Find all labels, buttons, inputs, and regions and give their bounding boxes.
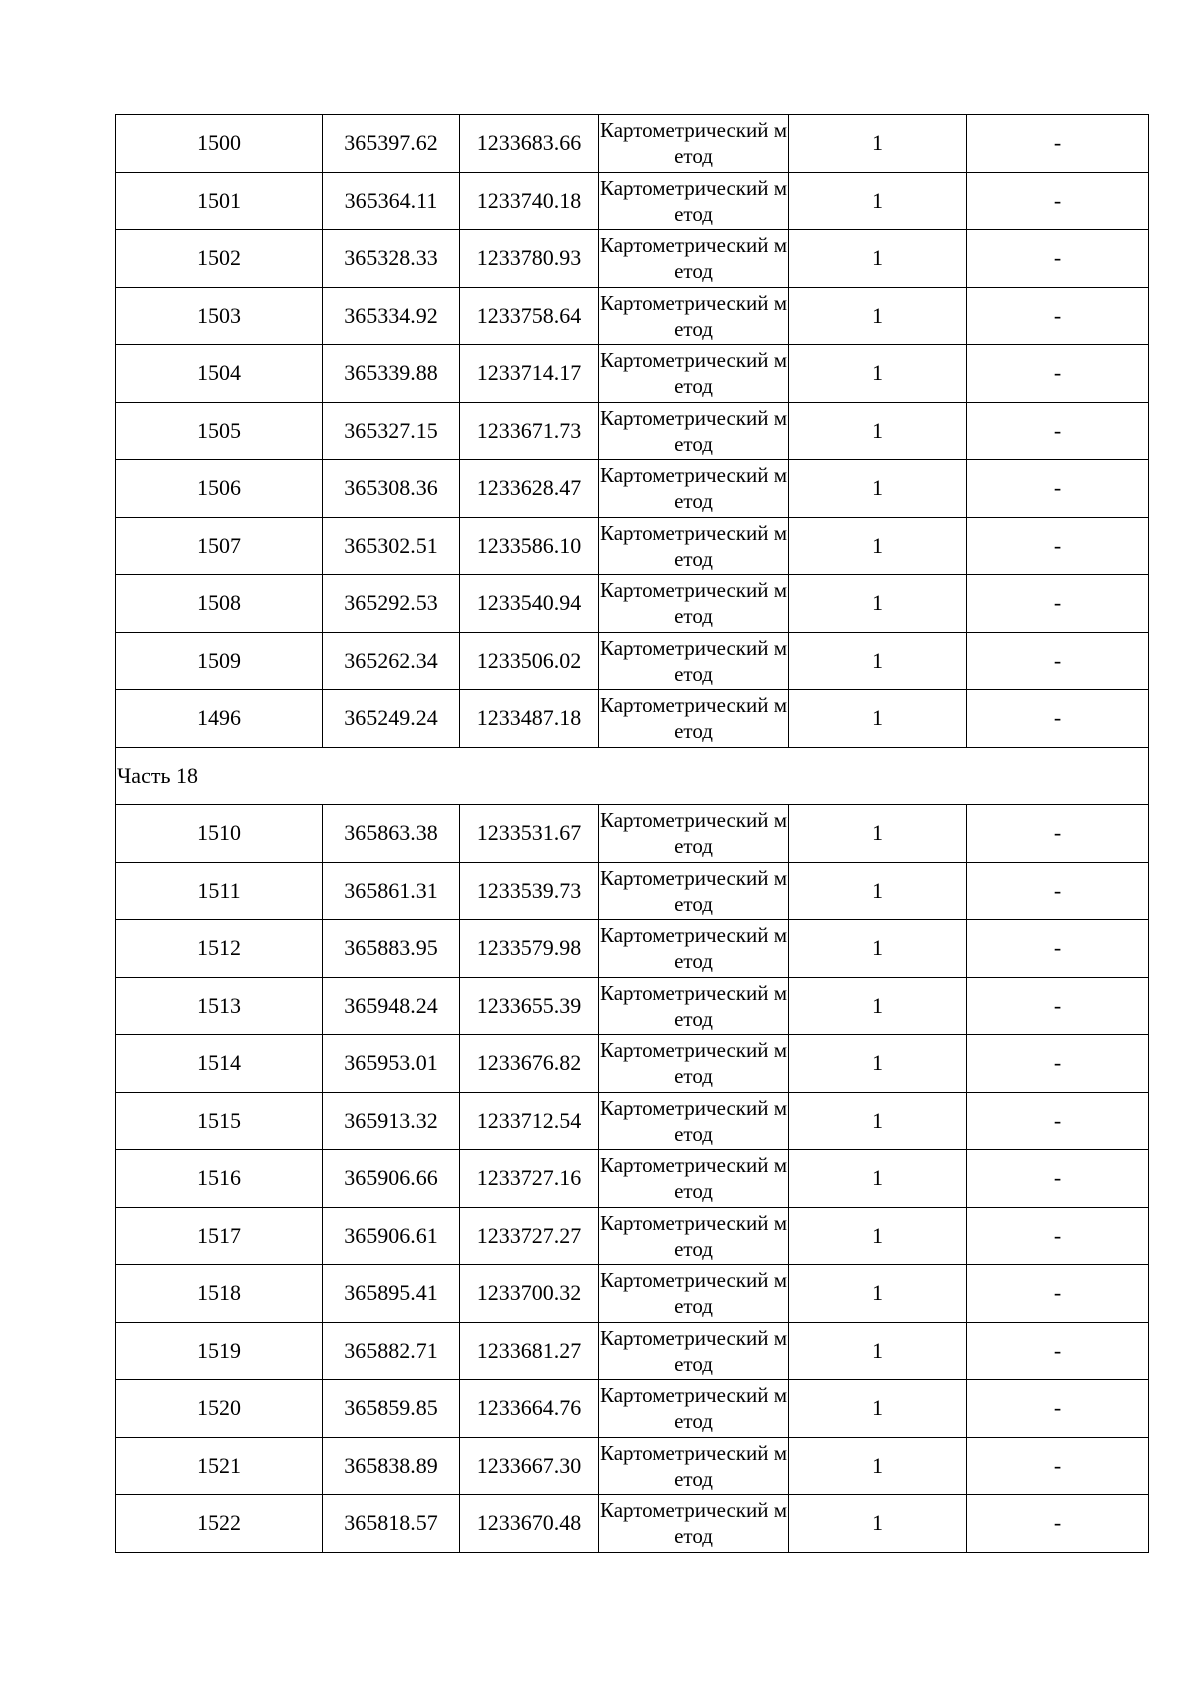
x-coordinate-cell: 365953.01 — [323, 1035, 460, 1093]
note-cell: - — [967, 230, 1149, 288]
method-cell — [599, 172, 789, 230]
accuracy-cell: 1 — [789, 1322, 967, 1380]
method-text: Картометрический метод — [599, 578, 787, 629]
accuracy-cell: 1 — [789, 805, 967, 863]
point-number-cell: 1502 — [116, 230, 323, 288]
x-coordinate-cell: 365327.15 — [323, 402, 460, 460]
x-coordinate-cell: 365906.66 — [323, 1150, 460, 1208]
method-cell — [599, 1092, 789, 1150]
accuracy-cell: 1 — [789, 402, 967, 460]
method-cell — [599, 1207, 789, 1265]
method-text: Картометрический метод — [599, 463, 787, 514]
method-text: Картометрический метод — [599, 175, 787, 226]
point-number-cell: 1504 — [116, 345, 323, 403]
table-row — [116, 632, 1149, 690]
accuracy-cell: 1 — [789, 517, 967, 575]
x-coordinate-cell: 365906.61 — [323, 1207, 460, 1265]
method-text: Картометрический метод — [599, 405, 787, 456]
y-coordinate-cell: 1233655.39 — [460, 977, 599, 1035]
point-number-cell: 1517 — [116, 1207, 323, 1265]
accuracy-cell: 1 — [789, 632, 967, 690]
method-cell — [599, 460, 789, 518]
table-row — [116, 1380, 1149, 1438]
accuracy-cell: 1 — [789, 862, 967, 920]
x-coordinate-cell: 365339.88 — [323, 345, 460, 403]
method-cell — [599, 690, 789, 748]
note-cell: - — [967, 115, 1149, 173]
method-cell — [599, 1380, 789, 1438]
table-row — [116, 1092, 1149, 1150]
table-row — [116, 1322, 1149, 1380]
y-coordinate-cell: 1233727.16 — [460, 1150, 599, 1208]
x-coordinate-cell: 365328.33 — [323, 230, 460, 288]
point-number-cell: 1503 — [116, 287, 323, 345]
table-row — [116, 805, 1149, 863]
x-coordinate-cell: 365882.71 — [323, 1322, 460, 1380]
y-coordinate-cell: 1233758.64 — [460, 287, 599, 345]
table-row — [116, 575, 1149, 633]
method-cell — [599, 230, 789, 288]
method-cell — [599, 1495, 789, 1553]
note-cell: - — [967, 977, 1149, 1035]
method-text: Картометрический метод — [599, 865, 787, 916]
note-cell: - — [967, 690, 1149, 748]
x-coordinate-cell: 365364.11 — [323, 172, 460, 230]
point-number-cell: 1507 — [116, 517, 323, 575]
point-number-cell: 1506 — [116, 460, 323, 518]
accuracy-cell: 1 — [789, 230, 967, 288]
table-row — [116, 460, 1149, 518]
x-coordinate-cell: 365838.89 — [323, 1437, 460, 1495]
method-cell — [599, 977, 789, 1035]
method-text: Картометрический метод — [599, 693, 787, 744]
method-cell — [599, 805, 789, 863]
method-cell — [599, 920, 789, 978]
method-text: Картометрический метод — [599, 290, 787, 341]
point-number-cell: 1513 — [116, 977, 323, 1035]
point-number-cell: 1509 — [116, 632, 323, 690]
note-cell: - — [967, 345, 1149, 403]
point-number-cell: 1520 — [116, 1380, 323, 1438]
method-text: Картометрический метод — [599, 233, 787, 284]
accuracy-cell: 1 — [789, 1265, 967, 1323]
method-text: Картометрический метод — [599, 1038, 787, 1089]
note-cell: - — [967, 1035, 1149, 1093]
y-coordinate-cell: 1233700.32 — [460, 1265, 599, 1323]
method-cell — [599, 632, 789, 690]
section-heading-row — [116, 747, 1149, 805]
method-text: Картометрический метод — [599, 635, 787, 686]
accuracy-cell: 1 — [789, 1380, 967, 1438]
note-cell: - — [967, 1265, 1149, 1323]
accuracy-cell: 1 — [789, 1092, 967, 1150]
x-coordinate-cell: 365249.24 — [323, 690, 460, 748]
point-number-cell: 1508 — [116, 575, 323, 633]
y-coordinate-cell: 1233727.27 — [460, 1207, 599, 1265]
note-cell: - — [967, 460, 1149, 518]
point-number-cell: 1510 — [116, 805, 323, 863]
method-text: Картометрический метод — [599, 348, 787, 399]
method-cell — [599, 287, 789, 345]
method-cell — [599, 517, 789, 575]
method-text: Картометрический метод — [599, 1325, 787, 1376]
table-row — [116, 977, 1149, 1035]
y-coordinate-cell: 1233506.02 — [460, 632, 599, 690]
table-row — [116, 230, 1149, 288]
method-text: Картометрический метод — [599, 980, 787, 1031]
table-row — [116, 920, 1149, 978]
point-number-cell: 1518 — [116, 1265, 323, 1323]
accuracy-cell: 1 — [789, 172, 967, 230]
table-row — [116, 1265, 1149, 1323]
point-number-cell: 1496 — [116, 690, 323, 748]
table-row — [116, 345, 1149, 403]
point-number-cell: 1500 — [116, 115, 323, 173]
method-cell — [599, 1035, 789, 1093]
y-coordinate-cell: 1233540.94 — [460, 575, 599, 633]
method-cell — [599, 1437, 789, 1495]
x-coordinate-cell: 365308.36 — [323, 460, 460, 518]
y-coordinate-cell: 1233487.18 — [460, 690, 599, 748]
note-cell: - — [967, 1207, 1149, 1265]
method-cell — [599, 402, 789, 460]
note-cell: - — [967, 517, 1149, 575]
accuracy-cell: 1 — [789, 1150, 967, 1208]
table-row — [116, 1437, 1149, 1495]
method-cell — [599, 115, 789, 173]
y-coordinate-cell: 1233676.82 — [460, 1035, 599, 1093]
x-coordinate-cell: 365334.92 — [323, 287, 460, 345]
note-cell: - — [967, 805, 1149, 863]
x-coordinate-cell: 365292.53 — [323, 575, 460, 633]
accuracy-cell: 1 — [789, 1437, 967, 1495]
accuracy-cell: 1 — [789, 1035, 967, 1093]
section-heading: Часть 18 — [116, 747, 1149, 805]
method-text: Картометрический метод — [599, 520, 787, 571]
method-text: Картометрический метод — [599, 1095, 787, 1146]
method-cell — [599, 1150, 789, 1208]
coordinates-table — [115, 114, 1149, 1553]
table-row — [116, 690, 1149, 748]
accuracy-cell: 1 — [789, 920, 967, 978]
note-cell: - — [967, 287, 1149, 345]
table-row — [116, 1150, 1149, 1208]
method-cell — [599, 1265, 789, 1323]
table-row — [116, 862, 1149, 920]
table-row — [116, 1495, 1149, 1553]
note-cell: - — [967, 1322, 1149, 1380]
note-cell: - — [967, 632, 1149, 690]
table-row — [116, 402, 1149, 460]
y-coordinate-cell: 1233712.54 — [460, 1092, 599, 1150]
x-coordinate-cell: 365397.62 — [323, 115, 460, 173]
x-coordinate-cell: 365861.31 — [323, 862, 460, 920]
note-cell: - — [967, 1092, 1149, 1150]
note-cell: - — [967, 172, 1149, 230]
y-coordinate-cell: 1233579.98 — [460, 920, 599, 978]
method-cell — [599, 345, 789, 403]
x-coordinate-cell: 365859.85 — [323, 1380, 460, 1438]
accuracy-cell: 1 — [789, 1207, 967, 1265]
table-row — [116, 287, 1149, 345]
method-text: Картометрический метод — [599, 1440, 787, 1491]
note-cell: - — [967, 575, 1149, 633]
x-coordinate-cell: 365895.41 — [323, 1265, 460, 1323]
point-number-cell: 1511 — [116, 862, 323, 920]
y-coordinate-cell: 1233780.93 — [460, 230, 599, 288]
point-number-cell: 1519 — [116, 1322, 323, 1380]
accuracy-cell: 1 — [789, 977, 967, 1035]
note-cell: - — [967, 1437, 1149, 1495]
point-number-cell: 1501 — [116, 172, 323, 230]
point-number-cell: 1522 — [116, 1495, 323, 1553]
method-text: Картометрический метод — [599, 1153, 787, 1204]
table-row — [116, 115, 1149, 173]
table-row — [116, 172, 1149, 230]
y-coordinate-cell: 1233531.67 — [460, 805, 599, 863]
method-cell — [599, 1322, 789, 1380]
x-coordinate-cell: 365863.38 — [323, 805, 460, 863]
x-coordinate-cell: 365883.95 — [323, 920, 460, 978]
y-coordinate-cell: 1233683.66 — [460, 115, 599, 173]
point-number-cell: 1516 — [116, 1150, 323, 1208]
y-coordinate-cell: 1233628.47 — [460, 460, 599, 518]
point-number-cell: 1514 — [116, 1035, 323, 1093]
point-number-cell: 1515 — [116, 1092, 323, 1150]
accuracy-cell: 1 — [789, 575, 967, 633]
method-cell — [599, 575, 789, 633]
y-coordinate-cell: 1233671.73 — [460, 402, 599, 460]
accuracy-cell: 1 — [789, 1495, 967, 1553]
note-cell: - — [967, 1495, 1149, 1553]
note-cell: - — [967, 862, 1149, 920]
y-coordinate-cell: 1233664.76 — [460, 1380, 599, 1438]
method-text: Картометрический метод — [599, 1383, 787, 1434]
note-cell: - — [967, 1380, 1149, 1438]
x-coordinate-cell: 365948.24 — [323, 977, 460, 1035]
y-coordinate-cell: 1233667.30 — [460, 1437, 599, 1495]
note-cell: - — [967, 402, 1149, 460]
table-row — [116, 1035, 1149, 1093]
y-coordinate-cell: 1233586.10 — [460, 517, 599, 575]
x-coordinate-cell: 365913.32 — [323, 1092, 460, 1150]
method-text: Картометрический метод — [599, 1210, 787, 1261]
y-coordinate-cell: 1233670.48 — [460, 1495, 599, 1553]
accuracy-cell: 1 — [789, 460, 967, 518]
x-coordinate-cell: 365262.34 — [323, 632, 460, 690]
accuracy-cell: 1 — [789, 690, 967, 748]
method-text: Картометрический метод — [599, 1268, 787, 1319]
y-coordinate-cell: 1233740.18 — [460, 172, 599, 230]
coordinates-table-body — [116, 115, 1149, 1553]
note-cell: - — [967, 920, 1149, 978]
point-number-cell: 1505 — [116, 402, 323, 460]
y-coordinate-cell: 1233714.17 — [460, 345, 599, 403]
method-text: Картометрический метод — [599, 808, 787, 859]
point-number-cell: 1521 — [116, 1437, 323, 1495]
note-cell: - — [967, 1150, 1149, 1208]
method-cell — [599, 862, 789, 920]
y-coordinate-cell: 1233539.73 — [460, 862, 599, 920]
point-number-cell: 1512 — [116, 920, 323, 978]
method-text: Картометрический метод — [599, 923, 787, 974]
x-coordinate-cell: 365302.51 — [323, 517, 460, 575]
method-text: Картометрический метод — [599, 118, 787, 169]
accuracy-cell: 1 — [789, 115, 967, 173]
y-coordinate-cell: 1233681.27 — [460, 1322, 599, 1380]
accuracy-cell: 1 — [789, 345, 967, 403]
method-text: Картометрический метод — [599, 1498, 787, 1549]
table-row — [116, 1207, 1149, 1265]
accuracy-cell: 1 — [789, 287, 967, 345]
table-row — [116, 517, 1149, 575]
x-coordinate-cell: 365818.57 — [323, 1495, 460, 1553]
